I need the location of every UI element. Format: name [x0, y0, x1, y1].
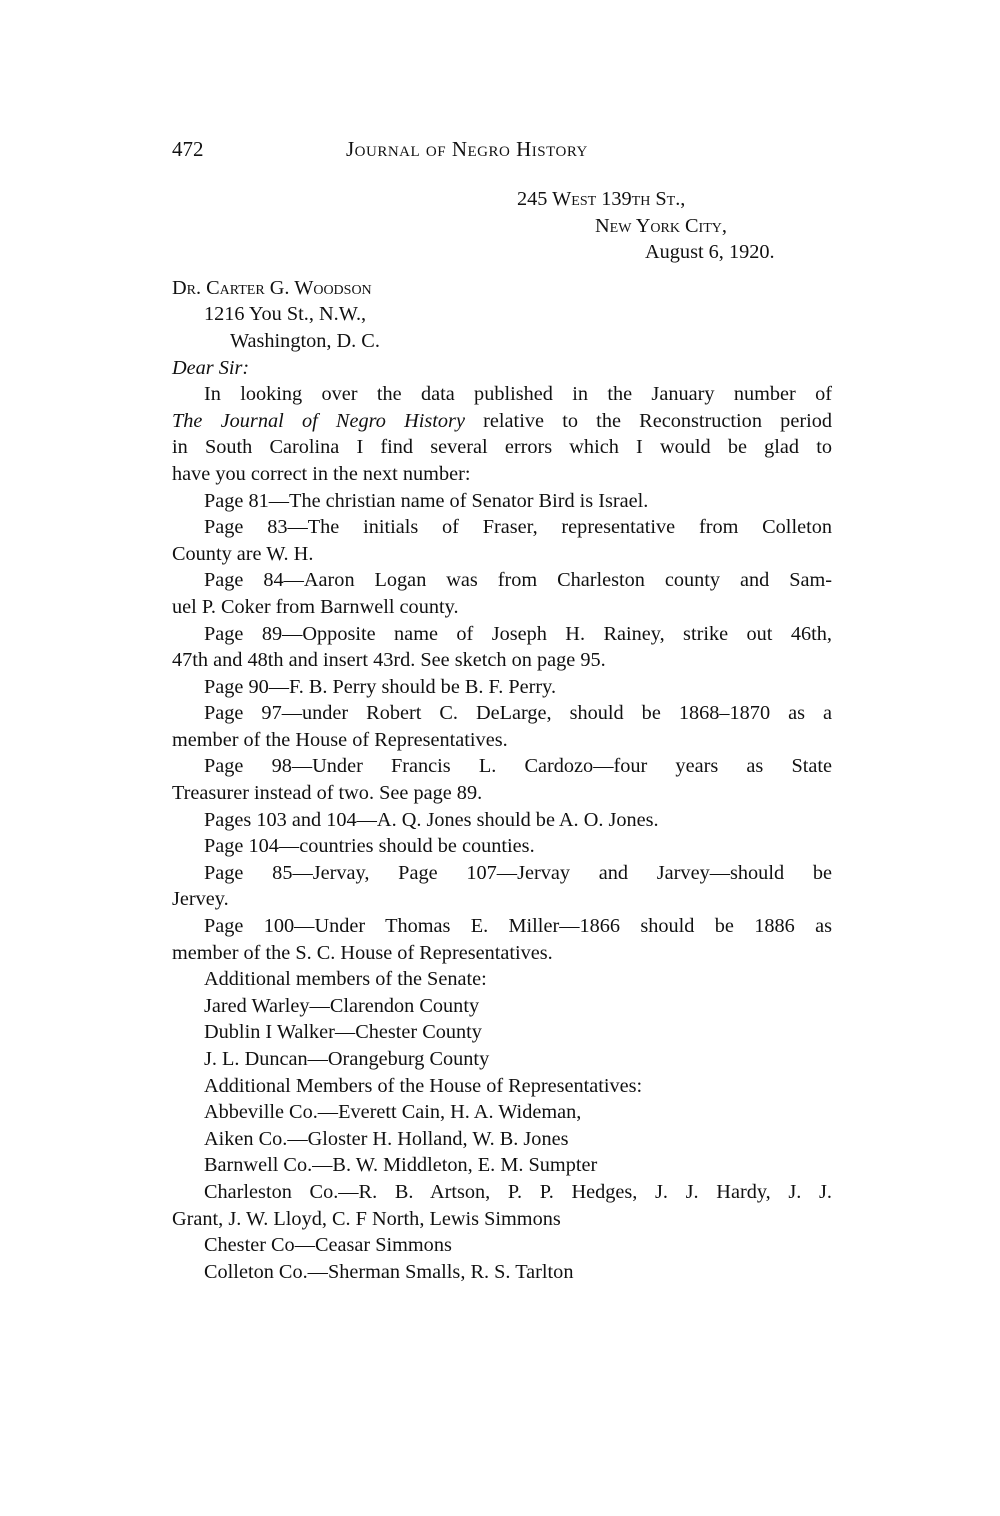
address-city: New York City, — [595, 214, 727, 237]
senate-member: Dublin I Walker—Chester County — [204, 1021, 482, 1044]
senate-section — [172, 966, 832, 1072]
running-header — [172, 137, 832, 165]
salutation: Dear Sir: — [172, 356, 250, 379]
intro-line: in South Carolina I find several errors which I would be glad to — [172, 436, 832, 459]
correction-line: Page 104—countries should be counties. — [204, 835, 535, 858]
house-member: Aiken Co.—Gloster H. Holland, W. B. Jones — [204, 1127, 569, 1150]
house-section — [172, 1073, 832, 1286]
correction-line: Page 85—Jervay, Page 107—Jervay and Jarvey—should be — [204, 861, 832, 884]
correction-line: Jervey. — [172, 888, 229, 911]
senate-member: J. L. Duncan—Orangeburg County — [204, 1048, 490, 1070]
letter-body — [172, 186, 832, 1285]
intro-paragraph — [172, 381, 832, 487]
house-member: Abbeville Co.—Everett Cain, H. A. Wideman, — [204, 1101, 582, 1124]
house-member: Charleston Co.—R. B. Artson, P. P. Hedges, J. J. Hardy, J. J. — [204, 1180, 832, 1203]
correction-line: Page 83—The initials of Fraser, representative from Colleton — [204, 516, 832, 539]
house-member: Grant, J. W. Lloyd, C. F North, Lewis Simmons — [172, 1207, 561, 1230]
intro-line: have you correct in the next number: — [172, 462, 471, 485]
letter-date: August 6, 1920. — [645, 241, 775, 264]
correction-line: County are W. H. — [172, 542, 314, 565]
recipient-street: 1216 You St., N.W., — [204, 303, 367, 326]
correction-line: 47th and 48th and insert 43rd. See sketch on page 95. — [172, 649, 606, 672]
correction-line: Page 98—Under Francis L. Cardozo—four years as State — [204, 755, 832, 778]
correction-line: member of the S. C. House of Representatives. — [172, 941, 553, 964]
correction-line: Page 90—F. B. Perry should be B. F. Perry. — [204, 675, 557, 698]
house-member: Chester Co—Ceasar Simmons — [204, 1234, 452, 1257]
journal-title: Journal of Negro History — [346, 137, 588, 161]
intro-line: In looking over the data published in the January number of — [204, 383, 832, 406]
house-member: Barnwell Co.—B. W. Middleton, E. M. Sumpter — [204, 1154, 598, 1177]
house-heading: Additional Members of the House of Representatives: — [204, 1074, 643, 1097]
correction-line: Page 81—The christian name of Senator Bird is Israel. — [204, 489, 649, 512]
correction-line: Page 84—Aaron Logan was from Charleston county and Sam- — [204, 569, 832, 592]
senate-heading: Additional members of the Senate: — [204, 968, 487, 991]
intro-line-rest: relative to the Reconstruction period — [464, 409, 832, 432]
correction-line: member of the House of Representatives. — [172, 728, 508, 751]
sender-address — [172, 186, 832, 266]
page-number: 472 — [172, 137, 204, 161]
recipient-name: Dr. Carter G. Woodson — [172, 276, 372, 299]
journal-title-citation: The Journal of Negro History — [172, 409, 465, 432]
senate-member: Jared Warley—Clarendon County — [204, 994, 480, 1017]
corrections-list — [172, 488, 832, 967]
address-street: 245 West 139th St., — [517, 188, 686, 210]
intro-line — [172, 408, 832, 435]
correction-line: Page 97—under Robert C. DeLarge, should be 1868–1870 as a — [204, 702, 832, 725]
recipient-city: Washington, D. C. — [230, 329, 380, 352]
correction-line: uel P. Coker from Barnwell county. — [172, 595, 459, 618]
correction-line: Pages 103 and 104—A. Q. Jones should be A. O. Jones. — [204, 808, 659, 831]
correction-line: Page 89—Opposite name of Joseph H. Rainey, strike out 46th, — [204, 622, 832, 645]
house-member: Colleton Co.—Sherman Smalls, R. S. Tarlton — [204, 1260, 574, 1283]
correction-line: Treasurer instead of two. See page 89. — [172, 782, 483, 805]
correction-line: Page 100—Under Thomas E. Miller—1866 should be 1886 as — [204, 915, 832, 938]
recipient-block — [172, 275, 832, 355]
